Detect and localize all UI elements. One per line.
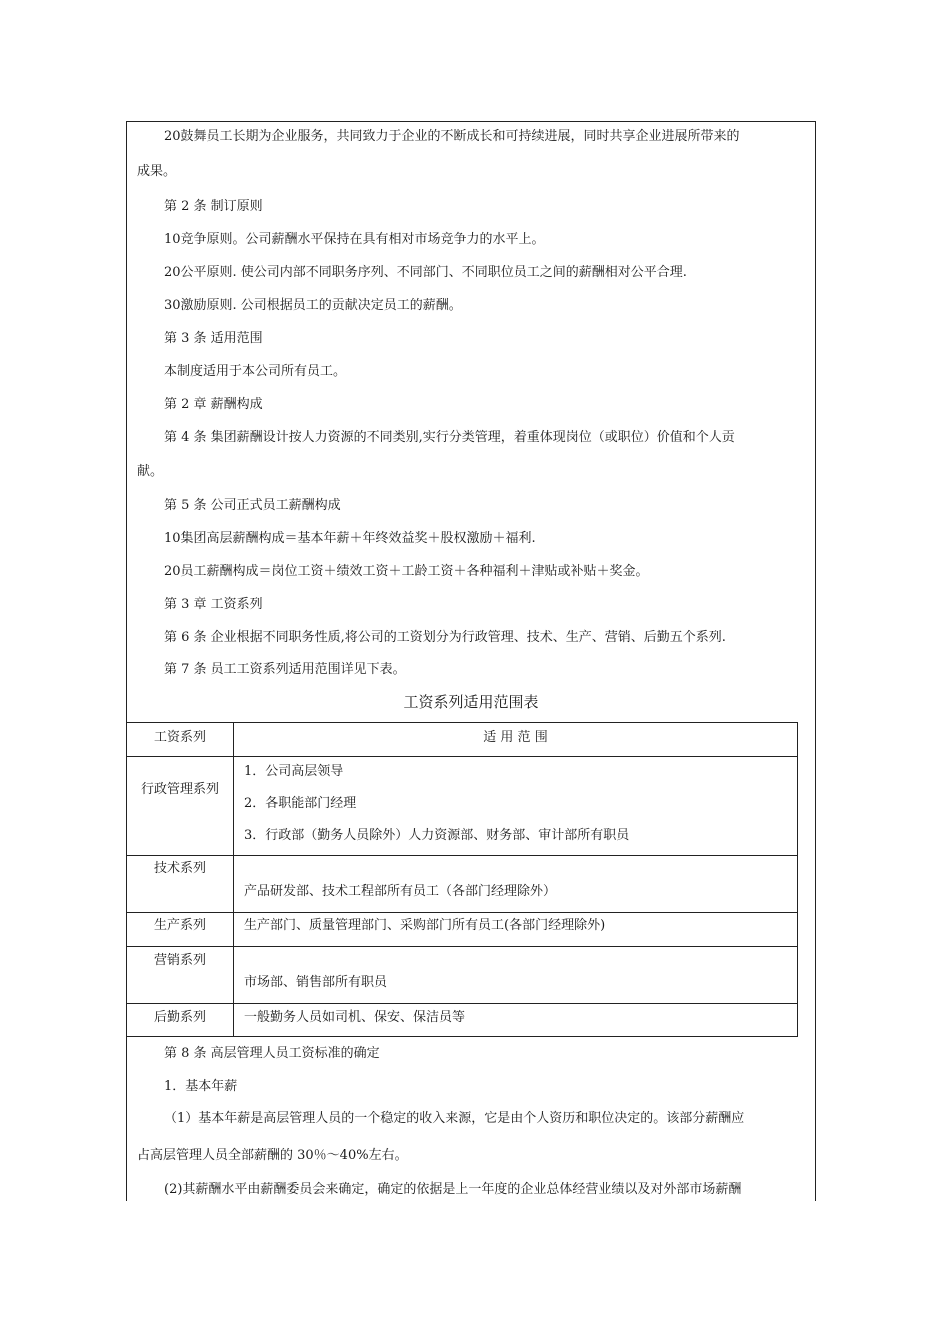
chapter-heading: 第 3 章 工资系列 — [164, 597, 263, 612]
table-row — [127, 757, 798, 856]
article-heading: 第 2 条 制订原则 — [164, 199, 263, 214]
paragraph: 20公平原则. 使公司内部不同职务序列、不同部门、不同职位员工之间的薪酬相对公平合理. — [164, 265, 687, 280]
paragraph: 30激励原则. 公司根据员工的贡献决定员工的薪酬。 — [164, 298, 462, 313]
header-cell-series: 工资系列 — [127, 723, 234, 757]
scope-cell: 1．公司高层领导 2．各职能部门经理 3．行政部（勤务人员除外）人力资源部、财务部、审计部所有职员 — [234, 757, 798, 856]
table-header-row — [127, 723, 798, 757]
table-row — [127, 947, 798, 1004]
scope-cell: 市场部、销售部所有职员 — [234, 947, 798, 1004]
paragraph: （1）基本年薪是高层管理人员的一个稳定的收入来源，它是由个人资历和职位决定的。该部分薪酬应 — [164, 1111, 745, 1126]
scope-cell: 一般勤务人员如司机、保安、保洁员等 — [234, 1004, 798, 1037]
article-heading: 第 3 条 适用范围 — [164, 331, 263, 346]
table-row — [127, 856, 798, 913]
paragraph: 成果。 — [137, 164, 177, 179]
paragraph: 第 7 条 员工工资系列适用范围详见下表。 — [164, 662, 406, 677]
header-cell-scope: 适 用 范 围 — [234, 723, 798, 757]
series-cell: 后勤系列 — [127, 1004, 234, 1037]
paragraph: (2)其薪酬水平由薪酬委员会来确定，确定的依据是上一年度的企业总体经营业绩以及对外部市场薪酬 — [164, 1182, 742, 1197]
paragraph: 献。 — [137, 464, 164, 479]
paragraph: 第 4 条 集团薪酬设计按人力资源的不同类别,实行分类管理，着重体现岗位（或职位）价值和个人贡 — [164, 430, 735, 445]
paragraph: 占高层管理人员全部薪酬的 30％～40%左右。 — [137, 1148, 408, 1163]
chapter-heading: 第 2 章 薪酬构成 — [164, 397, 263, 412]
section-heading: 1．基本年薪 — [164, 1079, 238, 1094]
table-title: 工资系列适用范围表 — [403, 693, 539, 711]
scope-cell: 生产部门、质量管理部门、采购部门所有员工(各部门经理除外) — [234, 913, 798, 947]
paragraph: 20员工薪酬构成＝岗位工资＋绩效工资＋工龄工资＋各种福利＋津贴或补贴＋奖金。 — [164, 564, 649, 579]
salary-series-table — [126, 722, 798, 1037]
article-heading: 第 5 条 公司正式员工薪酬构成 — [164, 498, 341, 513]
series-cell: 生产系列 — [127, 913, 234, 947]
series-cell: 技术系列 — [127, 856, 234, 913]
paragraph: 第 6 条 企业根据不同职务性质,将公司的工资划分为行政管理、技术、生产、营销、后勤五个系列. — [164, 630, 726, 645]
paragraph: 20鼓舞员工长期为企业服务，共同致力于企业的不断成长和可持续进展，同时共享企业进展所带来的 — [164, 129, 740, 144]
article-heading: 第 8 条 高层管理人员工资标准的确定 — [164, 1046, 380, 1061]
paragraph: 10集团高层薪酬构成＝基本年薪＋年终效益奖＋股权激励＋福利. — [164, 531, 536, 546]
scope-cell: 产品研发部、技术工程部所有员工（各部门经理除外） — [234, 856, 798, 913]
paragraph: 10竞争原则。公司薪酬水平保持在具有相对市场竞争力的水平上。 — [164, 232, 545, 247]
series-cell: 行政管理系列 — [127, 757, 234, 856]
table-row — [127, 913, 798, 947]
paragraph: 本制度适用于本公司所有员工。 — [164, 364, 347, 379]
table-row — [127, 1004, 798, 1037]
series-cell: 营销系列 — [127, 947, 234, 1004]
